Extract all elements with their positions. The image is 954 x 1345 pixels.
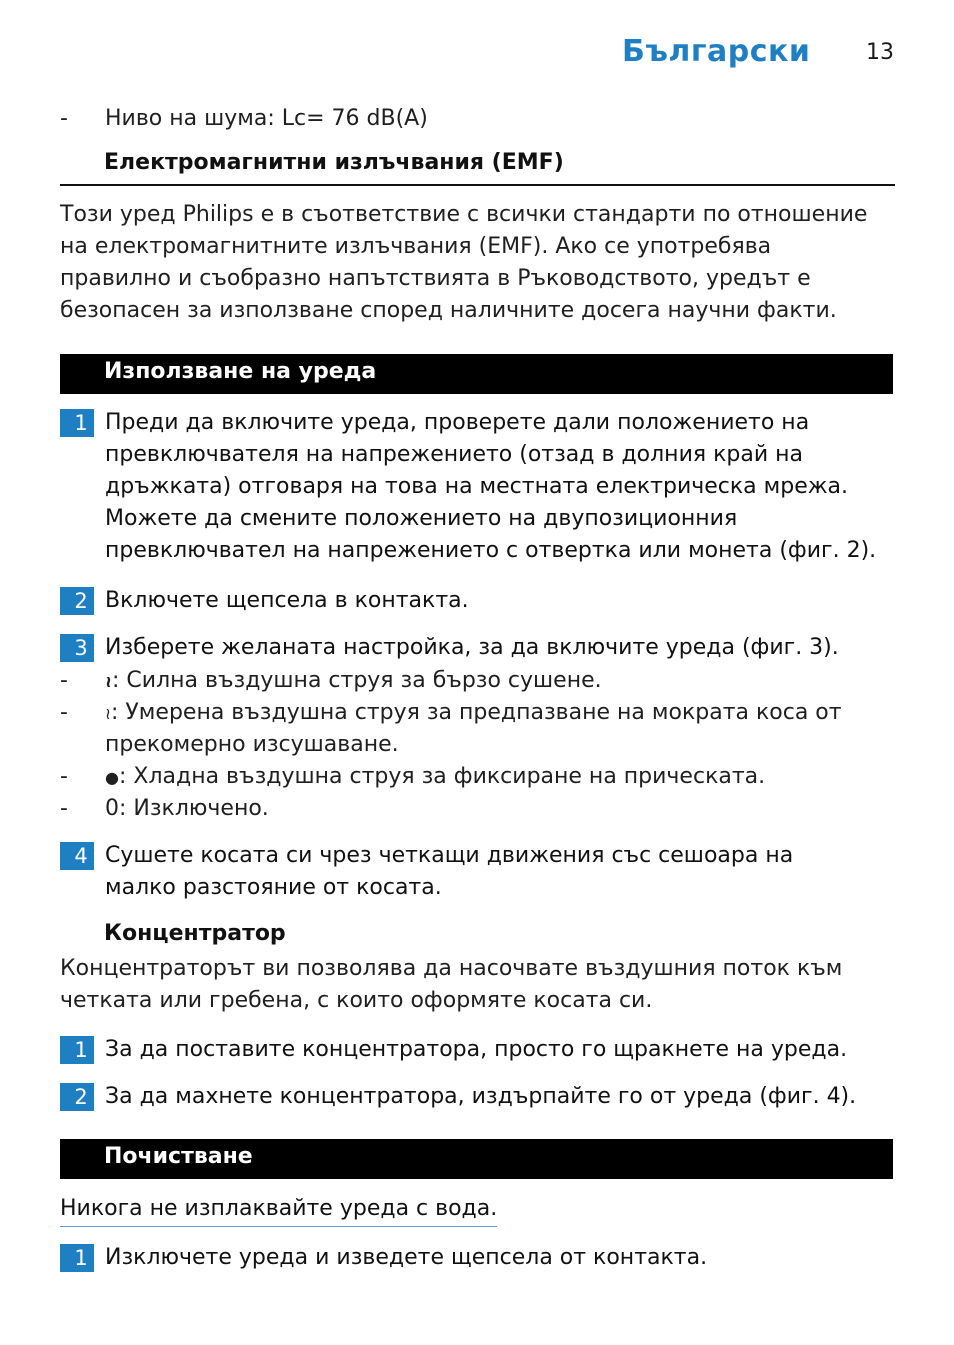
- noise-level-text: Ниво на шума: Lc= 76 dB(A): [105, 106, 428, 131]
- concentrator-line: четката или гребена, с които оформяте косата си.: [60, 988, 653, 1013]
- step-text: За да поставите концентратора, просто го щракнете на уреда.: [105, 1037, 848, 1062]
- emf-line: Този уред Philips е в съответствие с всички стандарти по отношение: [60, 202, 868, 227]
- emf-line: безопасен за използване според наличните досега научни факти.: [60, 298, 837, 323]
- setting-item: ≀: Умерена въздушна струя за предпазване на мократа коса от: [105, 700, 842, 725]
- emf-line: на електромагнитните излъчвания (EMF). Ако се употребява: [60, 234, 772, 259]
- step-number-badge: 1: [60, 1244, 94, 1272]
- step-number-badge: 2: [60, 1083, 94, 1111]
- medium-speed-icon: ≀: [105, 704, 111, 723]
- list-dash: -: [60, 700, 68, 725]
- section-language-title: Български: [622, 34, 811, 69]
- cleaning-section-bar: [60, 1139, 893, 1179]
- emf-heading: Електромагнитни излъчвания (EMF): [104, 150, 564, 175]
- emf-line: правилно и съобразно напътствията в Ръководството, уредът е: [60, 266, 811, 291]
- list-dash: -: [60, 796, 68, 821]
- step-text: Изберете желаната настройка, за да включите уреда (фиг. 3).: [105, 635, 839, 660]
- step-text: малко разстояние от косата.: [105, 875, 442, 900]
- step-text: Преди да включите уреда, проверете дали положението на: [105, 410, 810, 435]
- step-number-badge: 1: [60, 1036, 94, 1064]
- high-speed-icon: ≀≀: [105, 672, 107, 691]
- step-number-badge: 4: [60, 842, 94, 870]
- step-text: дръжката) отговаря на това на местната електрическа мрежа.: [105, 474, 849, 499]
- cool-shot-icon: ●: [105, 768, 119, 787]
- usage-section-bar: [60, 354, 893, 394]
- step-text: превключвател на напрежението с отвертка или монета (фиг. 2).: [105, 538, 877, 563]
- step-number-badge: 1: [60, 409, 94, 437]
- page-number: 13: [866, 40, 894, 65]
- setting-item: ≀≀ : Силна въздушна струя за бързо сушене.: [105, 668, 602, 693]
- off-symbol: 0: [105, 796, 119, 821]
- step-text: превключвателя на напрежението (отзад в долния край на: [105, 442, 803, 467]
- list-dash: -: [60, 668, 68, 693]
- setting-item-continued: прекомерно изсушаване.: [105, 732, 399, 757]
- step-text: Можете да смените положението на двупозиционния: [105, 506, 738, 531]
- setting-item: ●: Хладна въздушна струя за фиксиране на прическата.: [105, 764, 766, 789]
- step-text: Сушете косата си чрез четкащи движения със сешоара на: [105, 843, 794, 868]
- step-number-badge: 3: [60, 634, 94, 662]
- cleaning-warning: Никога не изплаквайте уреда с вода.: [60, 1193, 497, 1227]
- usage-section-title: Използване на уреда: [104, 359, 377, 384]
- cleaning-section-title: Почистване: [104, 1144, 253, 1169]
- step-text: Включете щепсела в контакта.: [105, 588, 469, 613]
- concentrator-line: Концентраторът ви позволява да насочвате въздушния поток към: [60, 956, 843, 981]
- step-text: Изключете уреда и изведете щепсела от контакта.: [105, 1245, 708, 1270]
- setting-item: 0: Изключено.: [105, 796, 269, 821]
- list-dash: -: [60, 106, 68, 131]
- step-text: За да махнете концентратора, издърпайте го от уреда (фиг. 4).: [105, 1084, 857, 1109]
- emf-rule: [60, 184, 895, 186]
- step-number-badge: 2: [60, 587, 94, 615]
- concentrator-heading: Концентратор: [104, 921, 286, 946]
- list-dash: -: [60, 764, 68, 789]
